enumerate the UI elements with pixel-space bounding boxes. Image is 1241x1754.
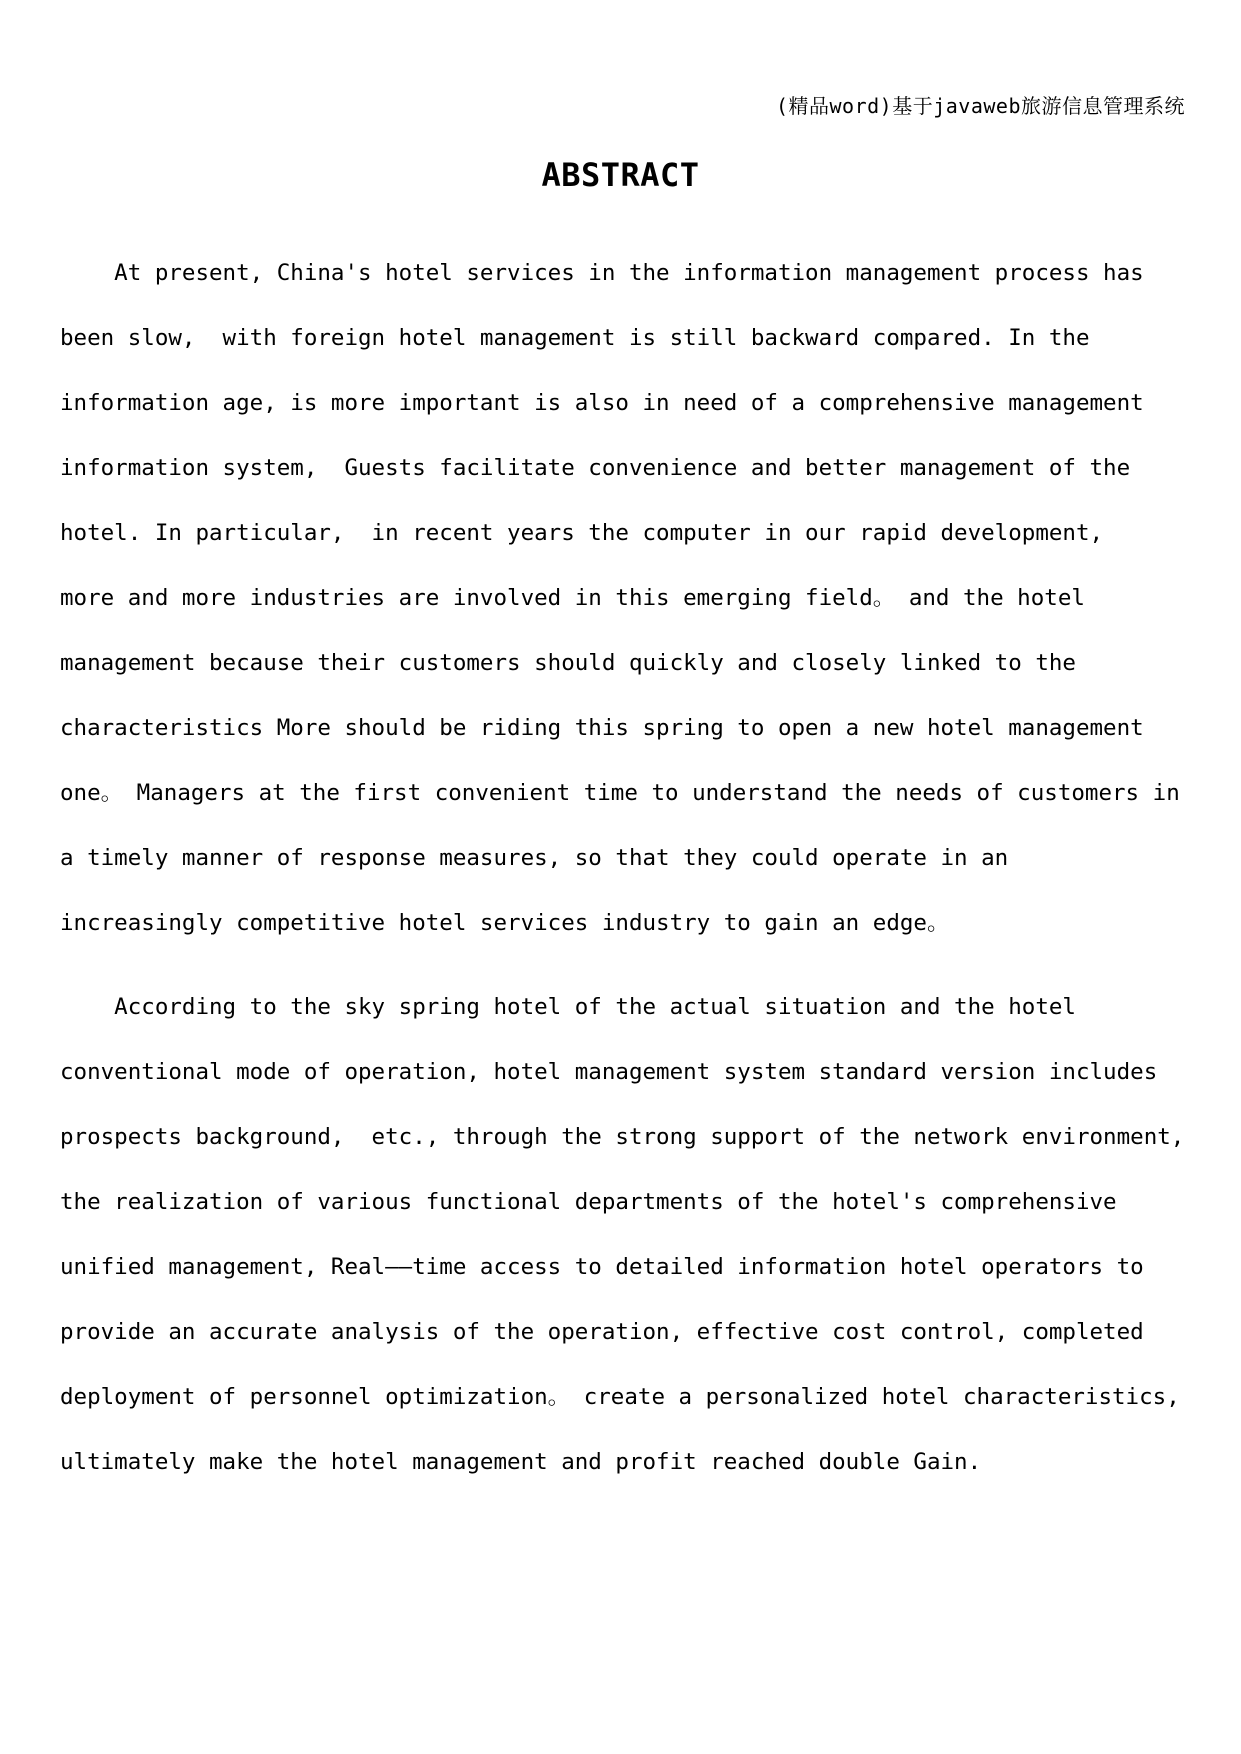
page-title: ABSTRACT: [541, 156, 700, 194]
text-line: increasingly competitive hotel services industry to gain an edge。: [60, 910, 950, 936]
header-note: (精品word)基于javaweb旅游信息管理系统: [775, 94, 1185, 118]
text-line: hotel. In particular, in recent years the computer in our rapid development,: [60, 520, 1104, 546]
text-line: At present, China's hotel services in the information management process has: [60, 260, 1144, 286]
abstract-paragraph-2: [60, 992, 1190, 1512]
abstract-paragraph-1: [60, 258, 1190, 973]
text-line: been slow, with foreign hotel management is still backward compared. In the: [60, 325, 1090, 351]
text-line: characteristics More should be riding this spring to open a new hotel management: [60, 715, 1144, 741]
text-line: prospects background, etc., through the strong support of the network environment,: [60, 1124, 1185, 1150]
text-line: management because their customers should quickly and closely linked to the: [60, 650, 1076, 676]
text-line: ultimately make the hotel management and profit reached double Gain.: [60, 1449, 982, 1475]
text-line: According to the sky spring hotel of the actual situation and the hotel: [60, 994, 1076, 1020]
text-line: a timely manner of response measures, so that they could operate in an: [60, 845, 1009, 871]
text-line: information age, is more important is also in need of a comprehensive management: [60, 390, 1144, 416]
text-line: provide an accurate analysis of the operation, effective cost control, completed: [60, 1319, 1144, 1345]
text-line: deployment of personnel optimization。 create a personalized hotel characteristics,: [60, 1384, 1180, 1410]
text-line: unified management, Real——time access to detailed information hotel operators to: [60, 1254, 1144, 1280]
text-line: the realization of various functional departments of the hotel's comprehensive: [60, 1189, 1117, 1215]
text-line: information system, Guests facilitate convenience and better management of the: [60, 455, 1131, 481]
text-line: more and more industries are involved in this emerging field。 and the hotel: [60, 585, 1085, 611]
text-line: one。 Managers at the first convenient time to understand the needs of customers in: [60, 780, 1180, 806]
text-line: conventional mode of operation, hotel management system standard version includes: [60, 1059, 1158, 1085]
